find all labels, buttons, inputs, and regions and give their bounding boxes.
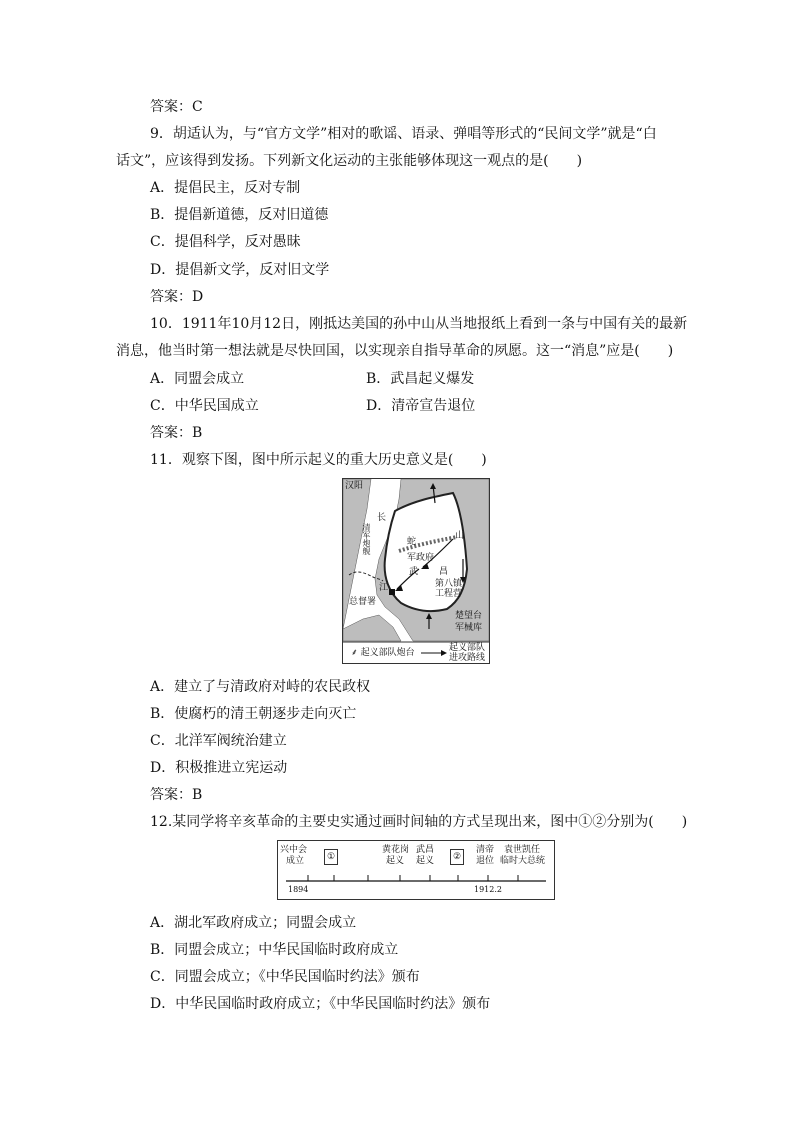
map-label-wu: 武: [409, 567, 419, 577]
timeline-event-1-line1: 兴中会: [280, 845, 308, 855]
timeline-event-7-line2: 临时大总统: [500, 856, 546, 866]
map-label-she: 蛇: [407, 537, 417, 547]
map-legend-route-line1: 起义部队: [449, 643, 486, 653]
map-label-chuwangtai: 楚望台: [455, 611, 483, 621]
question-12-option-d: D．中华民国临时政府成立；《中华民国临时约法》颁布: [150, 996, 491, 1012]
timeline-event-4-line1: 武昌: [416, 845, 435, 855]
timeline-year-start: 1894: [288, 885, 309, 894]
legend-arrow-head: [441, 650, 447, 656]
map-label-junzhengfu: 军政府: [407, 553, 435, 563]
question-9-option-b: B．提倡新道德，反对旧道德: [150, 207, 329, 223]
question-12-option-c: C．同盟会成立；《中华民国临时约法》颁布: [150, 969, 420, 985]
answer-q10: 答案：B: [150, 425, 203, 441]
south-shore: [343, 615, 401, 641]
question-12-stem: 12.某同学将辛亥革命的主要史实通过画时间轴的方式呈现出来，图中①②分别为( ): [150, 814, 688, 830]
question-11-option-b: B．使腐朽的清王朝逐步走向灭亡: [150, 706, 357, 722]
answer-q8: 答案：C: [150, 99, 203, 115]
question-10-option-d: D．清帝宣告退位: [366, 398, 476, 414]
question-10-stem-line1: 10．1911年10月12日，刚抵达美国的孙中山从当地报纸上看到一条与中国有关的最新: [150, 316, 688, 332]
map-label-chang2: 昌: [439, 567, 449, 577]
legend-base-icon: ⸙: [351, 648, 361, 658]
wuchang-uprising-map: [342, 478, 490, 664]
xinhai-timeline: [277, 840, 555, 900]
map-label-chang: 长: [377, 513, 387, 523]
question-9-stem-line1: 9．胡适认为，与“官方文学”相对的歌谣、语录、弹唱等形式的“民间文学”就是“白: [150, 126, 657, 142]
question-10-option-b: B．武昌起义爆发: [366, 371, 475, 387]
answer-q9: 答案：D: [150, 289, 204, 305]
question-11-option-c: C．北洋军阀统治建立: [150, 733, 287, 749]
question-9-option-d: D．提倡新文学，反对旧文学: [150, 262, 330, 278]
map-label-jiang: 江: [379, 583, 389, 593]
question-11-stem: 11．观察下图，图中所示起义的重大历史意义是( ): [150, 452, 487, 468]
map-label-qing-gunboat: 清军炮舰: [362, 523, 371, 555]
map-label-shan: 山: [455, 531, 465, 541]
map-legend-base: [351, 648, 415, 658]
question-11-option-d: D．积极推进立宪运动: [150, 760, 288, 776]
question-11-option-a: A．建立了与清政府对峙的农民政权: [150, 679, 371, 695]
timeline-year-end: 1912.2: [474, 885, 502, 894]
legend-base-text: 起义部队炮台: [360, 648, 415, 658]
question-9-stem-line2: 话文”，应该得到发扬。下列新文化运动的主张能够体现这一观点的是( ): [116, 153, 583, 169]
question-9-option-a: A．提倡民主，反对专制: [150, 180, 301, 196]
map-label-hanyang: 汉阳: [345, 481, 364, 491]
map-label-gongchengying: 工程营: [435, 589, 463, 599]
timeline-event-3-line1: 黄花岗: [382, 845, 410, 855]
timeline-event-3-line2: 起义: [386, 856, 405, 866]
question-12-option-a: A．湖北军政府成立；同盟会成立: [150, 915, 357, 931]
map-label-zongdu: 总督署: [349, 597, 377, 607]
timeline-event-4-line2: 起义: [416, 856, 435, 866]
governor-office-marker: [389, 589, 395, 595]
question-12-option-b: B．同盟会成立；中华民国临时政府成立: [150, 942, 399, 958]
timeline-blank-1: ①: [324, 849, 338, 865]
question-9-option-c: C．提倡科学，反对愚昧: [150, 234, 301, 250]
timeline-event-7-line1: 袁世凯任: [504, 845, 541, 855]
timeline-event-1-line2: 成立: [286, 856, 305, 866]
timeline-event-6-line2: 退位: [476, 856, 495, 866]
timeline-blank-2: ②: [450, 849, 464, 865]
question-10-stem-line2: 消息，他当时第一想法就是尽快回国，以实现亲自指导革命的夙愿。这一“消息”应是( ): [116, 343, 674, 359]
question-10-option-c: C．中华民国成立: [150, 398, 259, 414]
map-label-junxieku: 军械库: [455, 623, 483, 633]
map-label-diba-zhen: 第八镇: [435, 579, 463, 589]
answer-q11: 答案：B: [150, 787, 203, 803]
timeline-event-6-line1: 清帝: [476, 845, 495, 855]
map-legend-route-line2: 进攻路线: [449, 653, 486, 663]
question-10-option-a: A．同盟会成立: [150, 371, 245, 387]
